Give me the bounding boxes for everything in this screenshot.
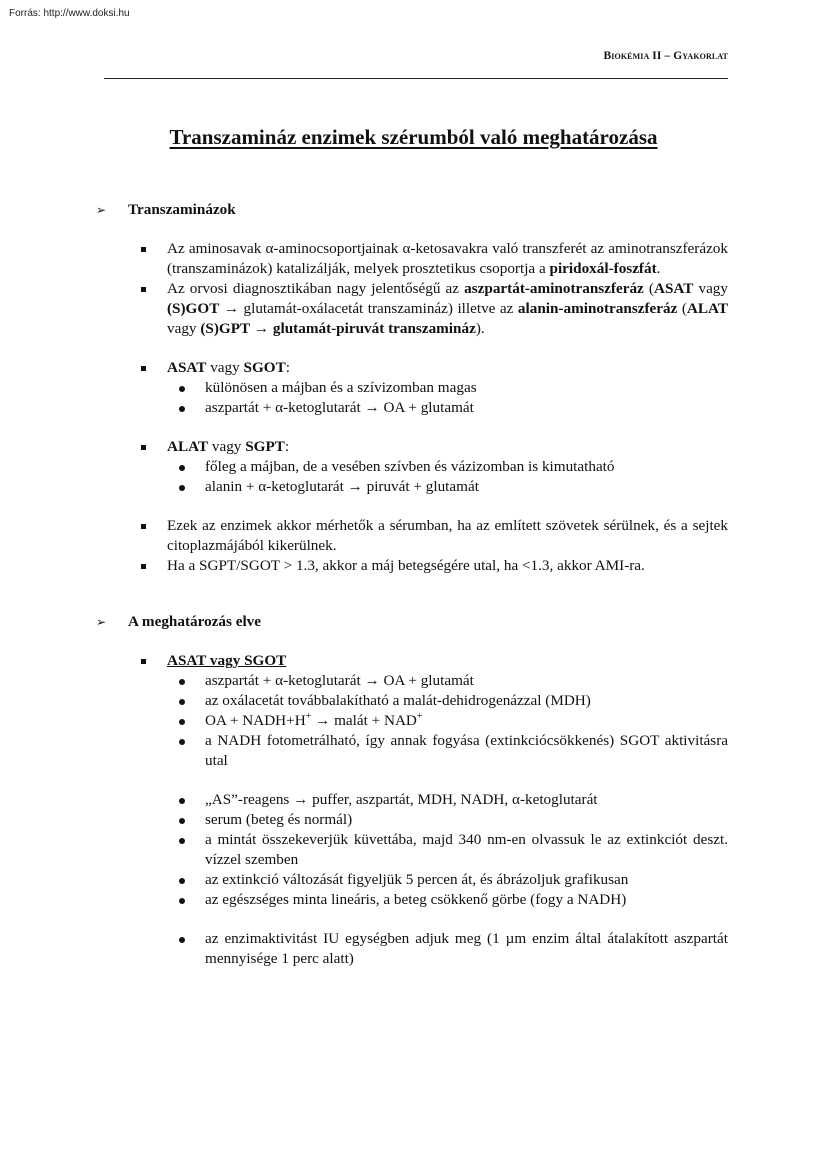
sub-list-item: az oxálacetát továbbalakítható a malát-dehidrogenázzal (MDH) xyxy=(167,691,728,711)
bullet-list xyxy=(96,651,728,969)
sub-list-item: az extinkció változását figyeljük 5 percen át, és ábrázoljuk grafikusan xyxy=(167,870,728,890)
document-body xyxy=(96,200,728,969)
list-item: Ha a SGPT/SGOT > 1.3, akkor a máj betegségére utal, ha <1.3, akkor AMI-ra. xyxy=(129,556,728,576)
bullet-list xyxy=(96,239,728,339)
section-heading-text: A meghatározás elve xyxy=(128,613,262,630)
sub-list-item: az enzimaktivitást IU egységben adjuk meg (1 µm enzim által átalakított aszpartát mennyisége 1 perc alatt) xyxy=(167,929,728,969)
source-note: Forrás: http://www.doksi.hu xyxy=(9,8,130,19)
page-title: Transzamináz enzimek szérumból való meghatározása xyxy=(169,125,658,149)
section-heading xyxy=(96,612,728,632)
sub-list-item: a mintát összekeverjük küvettába, majd 340 nm-en olvassuk le az extinkciót deszt. vízzel szemben xyxy=(167,830,728,870)
bullet-list xyxy=(96,516,728,576)
bullet-list xyxy=(96,437,728,497)
sub-list-item: az egészséges minta lineáris, a beteg csökkenő görbe (fogy a NADH) xyxy=(167,890,728,910)
list-item: Az orvosi diagnosztikában nagy jelentőségű az aszpartát-aminotranszferáz (ASAT vagy (S)GOT → glutamát-oxálacetát transzamináz) illetve az alanin-aminotranszferáz (ALAT vagy (S)GPT → glutamát-piruvát transzamináz). xyxy=(129,279,728,339)
sub-list-item: OA + NADH+H+ → malát + NAD+ xyxy=(167,711,728,731)
sub-list-item: a NADH fotometrálható, így annak fogyása (extinkciócsökkenés) SGOT aktivitásra utal xyxy=(167,731,728,771)
arrow-bullet-icon: ➢ xyxy=(96,203,107,217)
list-item-asat-sgot: ASAT vagy SGOT aszpartát + α-ketoglutarát → OA + glutamát az oxálacetát továbbalakítható a malát-dehidrogenázzal (MDH) OA + NADH+H+ → malát + NAD+ a NADH fotometrálható, így annak fogyása (extinkciócsökkenés) SGOT aktivitásra utal „AS”-reagens → puffer, aszpartát, MDH, NADH, α-ketoglutarát serum (beteg és normál) a mintát összekeverjük küvettába, majd 340 nm-en olvassuk le az extinkciót deszt. vízzel szemben az extinkció változását figyeljük 5 percen át, és ábrázoljuk grafikusan az egészséges minta lineáris, a beteg csökkenő görbe (fogy a NADH) az enzimaktivitást IU egységben adjuk meg (1 µm enzim által átalakított aszpartát mennyisége 1 perc alatt) xyxy=(129,651,728,969)
sub-list xyxy=(167,378,728,418)
sub-list-item: aszpartát + α-ketoglutarát → OA + glutamát xyxy=(167,398,728,418)
sub-list xyxy=(167,671,728,771)
sub-list-item: alanin + α-ketoglutarát → piruvát + glutamát xyxy=(167,477,728,497)
list-item-alat: ALAT vagy SGPT: főleg a májban, de a vesében szívben és vázizomban is kimutatható alanin + α-ketoglutarát → piruvát + glutamát xyxy=(129,437,728,497)
sub-list-item: aszpartát + α-ketoglutarát → OA + glutamát xyxy=(167,671,728,691)
section-meghatarozas-elve xyxy=(96,612,728,969)
section-heading-text: Transzaminázok xyxy=(128,201,236,218)
section-transzaminazok xyxy=(96,200,728,576)
sub-list-item: „AS”-reagens → puffer, aszpartát, MDH, NADH, α-ketoglutarát xyxy=(167,790,728,810)
running-head: Biokémia II – Gyakorlat xyxy=(603,50,728,62)
list-item-asat: ASAT vagy SGOT: különösen a májban és a szívizomban magas aszpartát + α-ketoglutarát → OA + glutamát xyxy=(129,358,728,418)
header-rule xyxy=(104,78,728,79)
section-heading xyxy=(96,200,728,220)
sub-list xyxy=(167,457,728,497)
list-item: Ezek az enzimek akkor mérhetők a sérumban, ha az említett szövetek sérülnek, és a sejtek citoplazmájából kikerülnek. xyxy=(129,516,728,556)
sub-list-item: különösen a májban és a szívizomban magas xyxy=(167,378,728,398)
sub-list xyxy=(167,929,728,969)
arrow-bullet-icon: ➢ xyxy=(96,615,107,629)
sub-list-item: serum (beteg és normál) xyxy=(167,810,728,830)
sub-list-item: főleg a májban, de a vesében szívben és vázizomban is kimutatható xyxy=(167,457,728,477)
sub-list xyxy=(167,790,728,910)
bullet-list xyxy=(96,358,728,418)
list-item: Az aminosavak α-aminocsoportjainak α-ketosavakra való transzferét az aminotranszferázok (transzaminázok) katalizálják, melyek prosztetikus csoportja a piridoxál-foszfát. xyxy=(129,239,728,279)
